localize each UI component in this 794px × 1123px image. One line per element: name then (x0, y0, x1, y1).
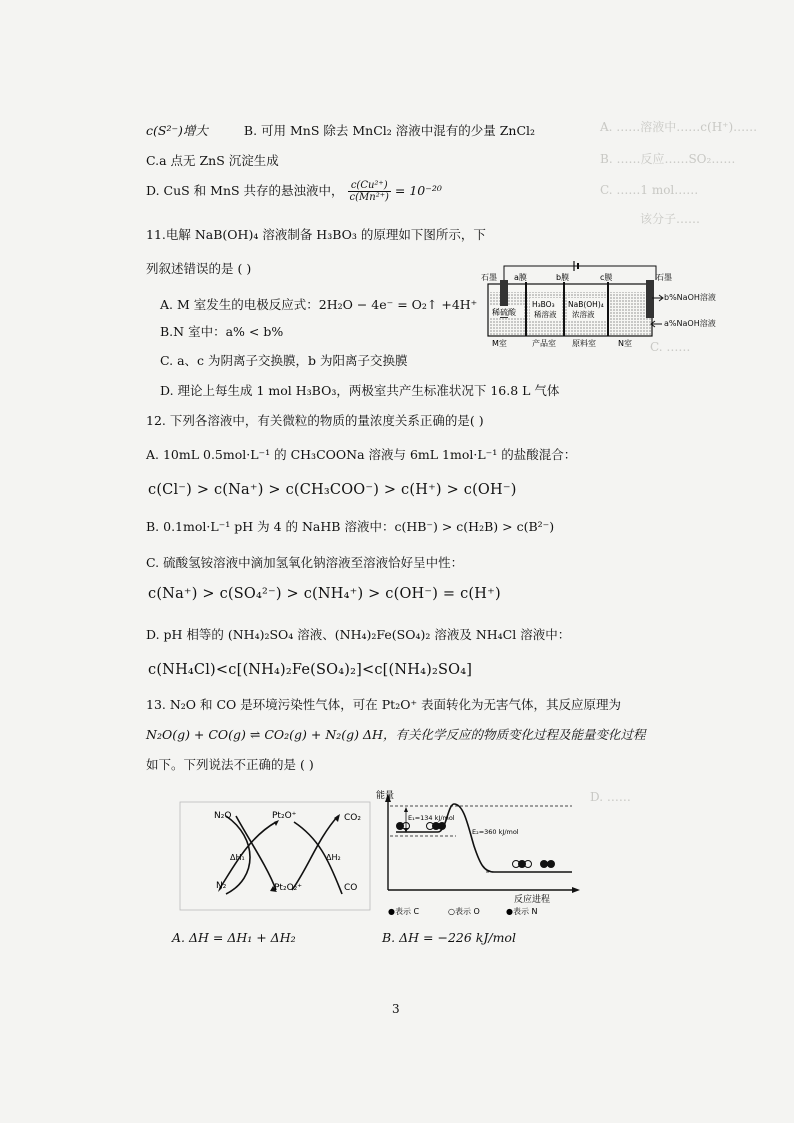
bleed-text: C. …… (650, 340, 691, 354)
q13-option-a: A. ΔH = ΔH₁ + ΔH₂ (172, 930, 296, 945)
membrane-a-label: a膜 (514, 273, 527, 282)
bleed-text: 该分子…… (640, 212, 701, 226)
energy-diagram (376, 786, 586, 918)
reaction-cycle-diagram (178, 798, 374, 914)
cycle-pt2o-plus-label: Pt₂O⁺ (272, 811, 297, 821)
q13-stem-3: 如下。下列说法不正确的是 ( ) (146, 757, 314, 772)
energy-x-label: 反应进程 (514, 895, 551, 905)
q10-option-d: D. CuS 和 MnS 共存的悬浊液中， $\frac{\text{c(Cu²⁺)}}{\text{c(Mn²⁺)}}$ = 10⁻²⁰ (146, 180, 442, 203)
solution-m-label: 稀硫酸 (492, 308, 516, 317)
q12-stem: 12. 下列各溶液中，有关微粒的物质的量浓度关系正确的是( ) (146, 413, 484, 428)
q11-stem-2: 列叙述错误的是 ( ) (146, 261, 252, 276)
q13-stem-2: N₂O(g) + CO(g) ⇌ CO₂(g) + N₂(g) ΔH，有关化学反应的物质变化过程及能量变化过程 (146, 727, 646, 742)
q10-line1 (146, 122, 535, 140)
room-raw-label: 原料室 (572, 339, 596, 348)
q11-option-c: C. a、c 为阴离子交换膜，b 为阳离子交换膜 (160, 353, 408, 368)
q13-option-b: B. ΔH = −226 kJ/mol (382, 930, 516, 945)
q10-option-a-tail: c(S²⁻)增大 (146, 123, 208, 138)
room-n-label: N室 (618, 339, 632, 348)
page-number: 3 (392, 1002, 400, 1016)
room-m-label: M室 (492, 339, 507, 348)
solution-raw-label-1: NaB(OH)₄ (568, 300, 604, 309)
solution-product-label-1: H₃BO₃ (532, 300, 555, 309)
q10-option-b: B. 可用 MnS 除去 MnCl₂ 溶液中混有的少量 ZnCl₂ (243, 123, 536, 138)
electrode-left-label: 石墨 (481, 273, 497, 282)
cycle-co-label: CO (344, 883, 358, 893)
cycle-n2-label: N₂ (216, 881, 227, 891)
energy-e2-label: E₂=360 kJ/mol (472, 828, 519, 836)
q12-equation-a: c(Cl⁻) > c(Na⁺) > c(CH₃COO⁻) > c(H⁺) > c(OH⁻) (148, 482, 517, 498)
q12-equation-c: c(Na⁺) > c(SO₄²⁻) > c(NH₄⁺) > c(OH⁻) = c(H⁺) (148, 586, 501, 602)
q12-option-c: C. 硫酸氢铵溶液中滴加氢氧化钠溶液至溶液恰好呈中性： (146, 555, 464, 570)
q12-equation-d: c(NH₄Cl)<c[(NH₄)₂Fe(SO₄)₂]<c[(NH₄)₂SO₄] (148, 662, 473, 678)
q10-option-c: C.a 点无 ZnS 沉淀生成 (146, 153, 279, 168)
outlet-top-label: b%NaOH溶液 (664, 293, 716, 302)
outlet-bottom-label: a%NaOH溶液 (664, 319, 716, 328)
bleed-text: B. ……反应……SO₂…… (600, 152, 736, 166)
cycle-dh2-label: ΔH₂ (326, 853, 341, 862)
energy-y-label: 能量 (376, 791, 395, 801)
room-product-label: 产品室 (532, 339, 556, 348)
cycle-pt2o2-plus-label: Pt₂O₂⁺ (274, 883, 303, 893)
cycle-co2-label: CO₂ (344, 813, 361, 823)
q11-option-d: D. 理论上每生成 1 mol H₃BO₃，两极室共产生标准状况下 16.8 L 气体 (160, 383, 560, 398)
solution-product-label-2: 稀溶液 (534, 310, 557, 319)
q12-option-d: D. pH 相等的 (NH₄)₂SO₄ 溶液、(NH₄)₂Fe(SO₄)₂ 溶液及 NH₄Cl 溶液中： (146, 627, 571, 642)
q11-stem-1: 11.电解 NaB(OH)₄ 溶液制备 H₃BO₃ 的原理如下图所示，下 (146, 227, 486, 242)
cycle-dh1-label: ΔH₁ (230, 853, 245, 862)
q12-option-b: B. 0.1mol·L⁻¹ pH 为 4 的 NaHB 溶液中：c(HB⁻) > c(H₂B) > c(B²⁻) (146, 519, 555, 534)
q11-option-b: B.N 室中：a% < b% (160, 324, 284, 339)
bleed-text: A. ……溶液中……c(H⁺)…… (600, 120, 758, 134)
electrode-right-label: 石墨 (656, 273, 672, 282)
electrolysis-diagram (478, 258, 690, 350)
q11-option-a: A. M 室发生的电极反应式：2H₂O − 4e⁻ = O₂↑ +4H⁺ (160, 297, 478, 312)
q13-stem-1: 13. N₂O 和 CO 是环境污染性气体，可在 Pt₂O⁺ 表面转化为无害气体，其反应原理为 (146, 697, 622, 712)
q12-option-a: A. 10mL 0.5mol·L⁻¹ 的 CH₃COONa 溶液与 6mL 1mol·L⁻¹ 的盐酸混合： (146, 447, 577, 462)
legend-nitrogen: ●表示 N (506, 907, 538, 916)
membrane-b-label: b膜 (556, 273, 570, 282)
cycle-n2o-label: N₂O (214, 811, 232, 821)
solution-raw-label-2: 浓溶液 (572, 310, 595, 319)
energy-e1-label: E₁=134 kJ/mol (408, 814, 455, 822)
legend-carbon: ●表示 C (388, 907, 420, 916)
bleed-text: D. …… (590, 790, 631, 804)
q10-fraction: $\frac{\text{c(Cu²⁺)}}{\text{c(Mn²⁺)}}$ (349, 180, 389, 203)
bleed-text: C. ……1 mol…… (600, 183, 699, 197)
membrane-c-label: c膜 (600, 273, 613, 282)
legend-oxygen: ○表示 O (448, 907, 480, 916)
